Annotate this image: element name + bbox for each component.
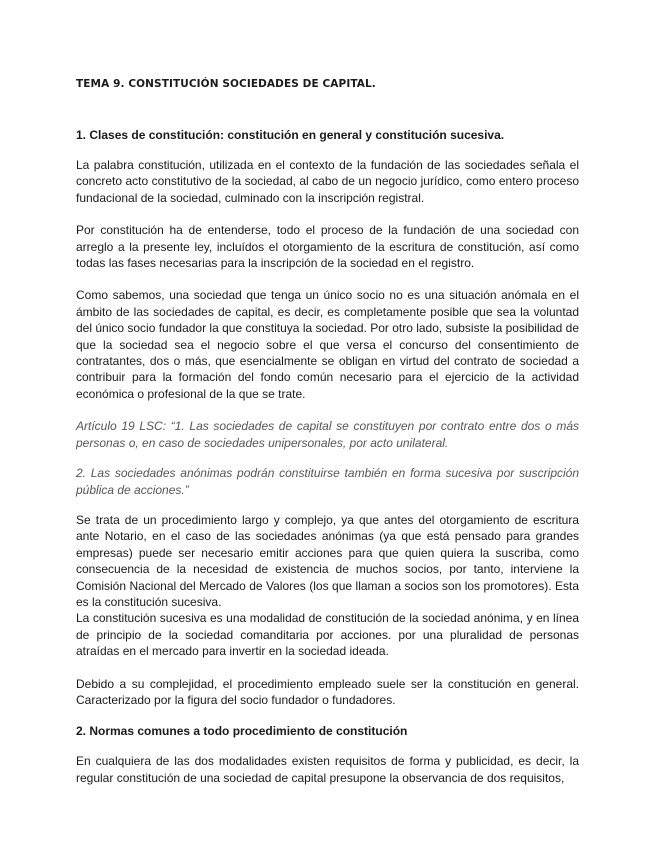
legal-quote: 2. Las sociedades anónimas podrán constituirse también en forma sucesiva por suscripción pública de acciones.” — [76, 466, 579, 497]
paragraph: Como sabemos, una sociedad que tenga un único socio no es una situación anómala en el ámbito de las sociedades de capital, es decir, es completamente posible que sea la voluntad del único socio fundador la que constituya la sociedad. Por otro lado, subsiste la posibilidad de que la sociedad sea el negocio sobre el que versa el concurso del consentimiento de contratantes, dos o más, que esencialmente se obligan en virtud del contrato de sociedad a contribuir para la formación del fondo común necesario para el ejercicio de la actividad económica o profesional de la que se trate. — [76, 288, 579, 401]
paragraph: Por constitución ha de entenderse, todo el proceso de la fundación de una sociedad con arreglo a la presente ley, incluídos el otorgamiento de la escritura de constitución, así como todas las fases necesarias para la inscripción de la sociedad en el registro. — [76, 223, 579, 271]
paragraph: La palabra constitución, utilizada en el contexto de la fundación de las sociedades señala el concreto acto constitutivo de la sociedad, al cabo de un negocio jurídico, como entero proceso fundacional de la sociedad, culminado con la inscripción registral. — [76, 158, 579, 205]
paragraph: Debido a su complejidad, el procedimiento empleado suele ser la constitución en general. Caracterizado por la figura del socio fundador o fundadores. — [76, 676, 579, 707]
section-heading-2: 2. Normas comunes a todo procedimiento de constitución — [76, 724, 408, 739]
legal-quote: Artículo 19 LSC: “1. Las sociedades de capital se constituyen por contrato entre dos o más personas o, en caso de sociedades unipersonales, por acto unilateral. — [76, 419, 579, 450]
section-heading-1: 1. Clases de constitución: constitución en general y constitución sucesiva. — [76, 128, 505, 142]
document-title: TEMA 9. CONSTITUCIÓN SOCIEDADES DE CAPITAL. — [76, 78, 376, 90]
paragraph: La constitución sucesiva es una modalidad de constitución de la sociedad anónima, y en línea de principio de la sociedad comanditaria por acciones. por una pluralidad de personas atraídas en el mercado para invertir en la sociedad ideada. — [76, 611, 579, 659]
paragraph: Se trata de un procedimiento largo y complejo, ya que antes del otorgamiento de escritura ante Notario, en el caso de las sociedades anónimas (ya que está pensado para grandes empresas) puede ser necesario emitir acciones para que quien quiera la suscriba, como consecuencia de la necesidad de existencia de muchos socios, por tanto, interviene la Comisión Nacional del Mercado de Valores (los que llaman a socios son los promotores). Esta es la constitución sucesiva. — [76, 512, 579, 609]
paragraph: En cualquiera de las dos modalidades existen requisitos de forma y publicidad, es decir, la regular constitución de una sociedad de capital presupone la observancia de dos requisitos, — [76, 754, 579, 785]
